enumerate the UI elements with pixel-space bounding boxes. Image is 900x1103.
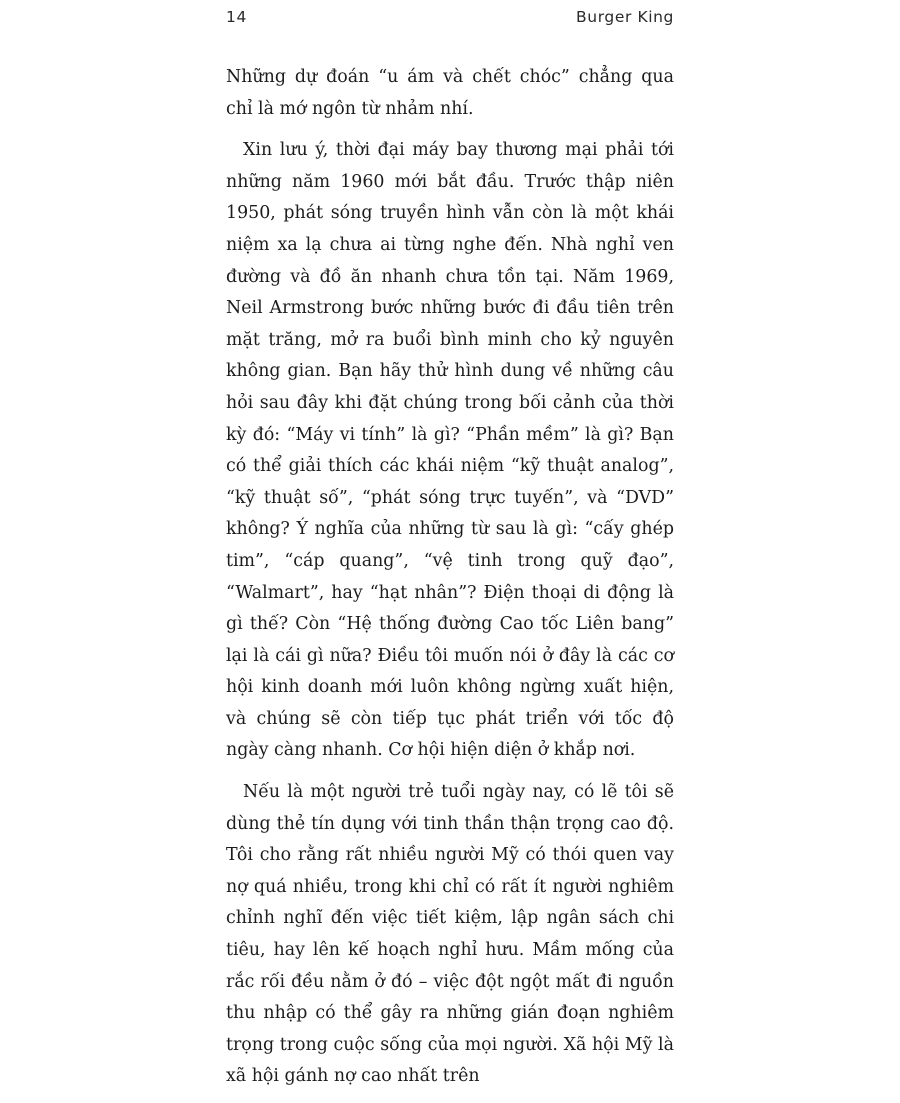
paragraph-3: Nếu là một người trẻ tuổi ngày nay, có lẽ tôi sẽ dùng thẻ tín dụng với tinh thần thận trọng cao độ. Tôi cho rằng rất nhiều người Mỹ có thói quen vay nợ quá nhiều, trong khi chỉ có rất ít người nghiêm chỉnh nghĩ đến việc tiết kiệm, lập ngân sách chi tiêu, hay lên kế hoạch nghỉ hưu. Mầm mống của rắc rối đều nằm ở đó – việc đột ngột mất đi nguồn thu nhập có thể gây ra những gián đoạn nghiêm trọng trong cuộc sống của mọi người. Xã hội Mỹ là xã hội gánh nợ cao nhất trên: [226, 782, 674, 1087]
page-number: 14: [226, 8, 247, 26]
running-title: Burger King: [576, 8, 674, 26]
paragraph-1: Những dự đoán “u ám và chết chóc” chẳng qua chỉ là mớ ngôn từ nhảm nhí.: [226, 67, 674, 119]
running-header: [226, 4, 674, 30]
body-text: [226, 62, 674, 1103]
paragraph-2: Xin lưu ý, thời đại máy bay thương mại phải tới những năm 1960 mới bắt đầu. Trước thập niên 1950, phát sóng truyền hình vẫn còn là một khái niệm xa lạ chưa ai từng nghe đến. Nhà nghỉ ven đường và đồ ăn nhanh chưa tồn tại. Năm 1969, Neil Armstrong bước những bước đi đầu tiên trên mặt trăng, mở ra buổi bình minh cho kỷ nguyên không gian. Bạn hãy thử hình dung về những câu hỏi sau đây khi đặt chúng trong bối cảnh của thời kỳ đó: “Máy vi tính” là gì? “Phần mềm” là gì? Bạn có thể giải thích các khái niệm “kỹ thuật analog”, “kỹ thuật số”, “phát sóng trực tuyến”, và “DVD” không? Ý nghĩa của những từ sau là gì: “cấy ghép tim”, “cáp quang”, “vệ tinh trong quỹ đạo”, “Walmart”, hay “hạt nhân”? Điện thoại di động là gì thế? Còn “Hệ thống đường Cao tốc Liên bang” lại là cái gì nữa? Điều tôi muốn nói ở đây là các cơ hội kinh doanh mới luôn không ngừng xuất hiện, và chúng sẽ còn tiếp tục phát triển với tốc độ ngày càng nhanh. Cơ hội hiện diện ở khắp nơi.: [226, 140, 674, 761]
